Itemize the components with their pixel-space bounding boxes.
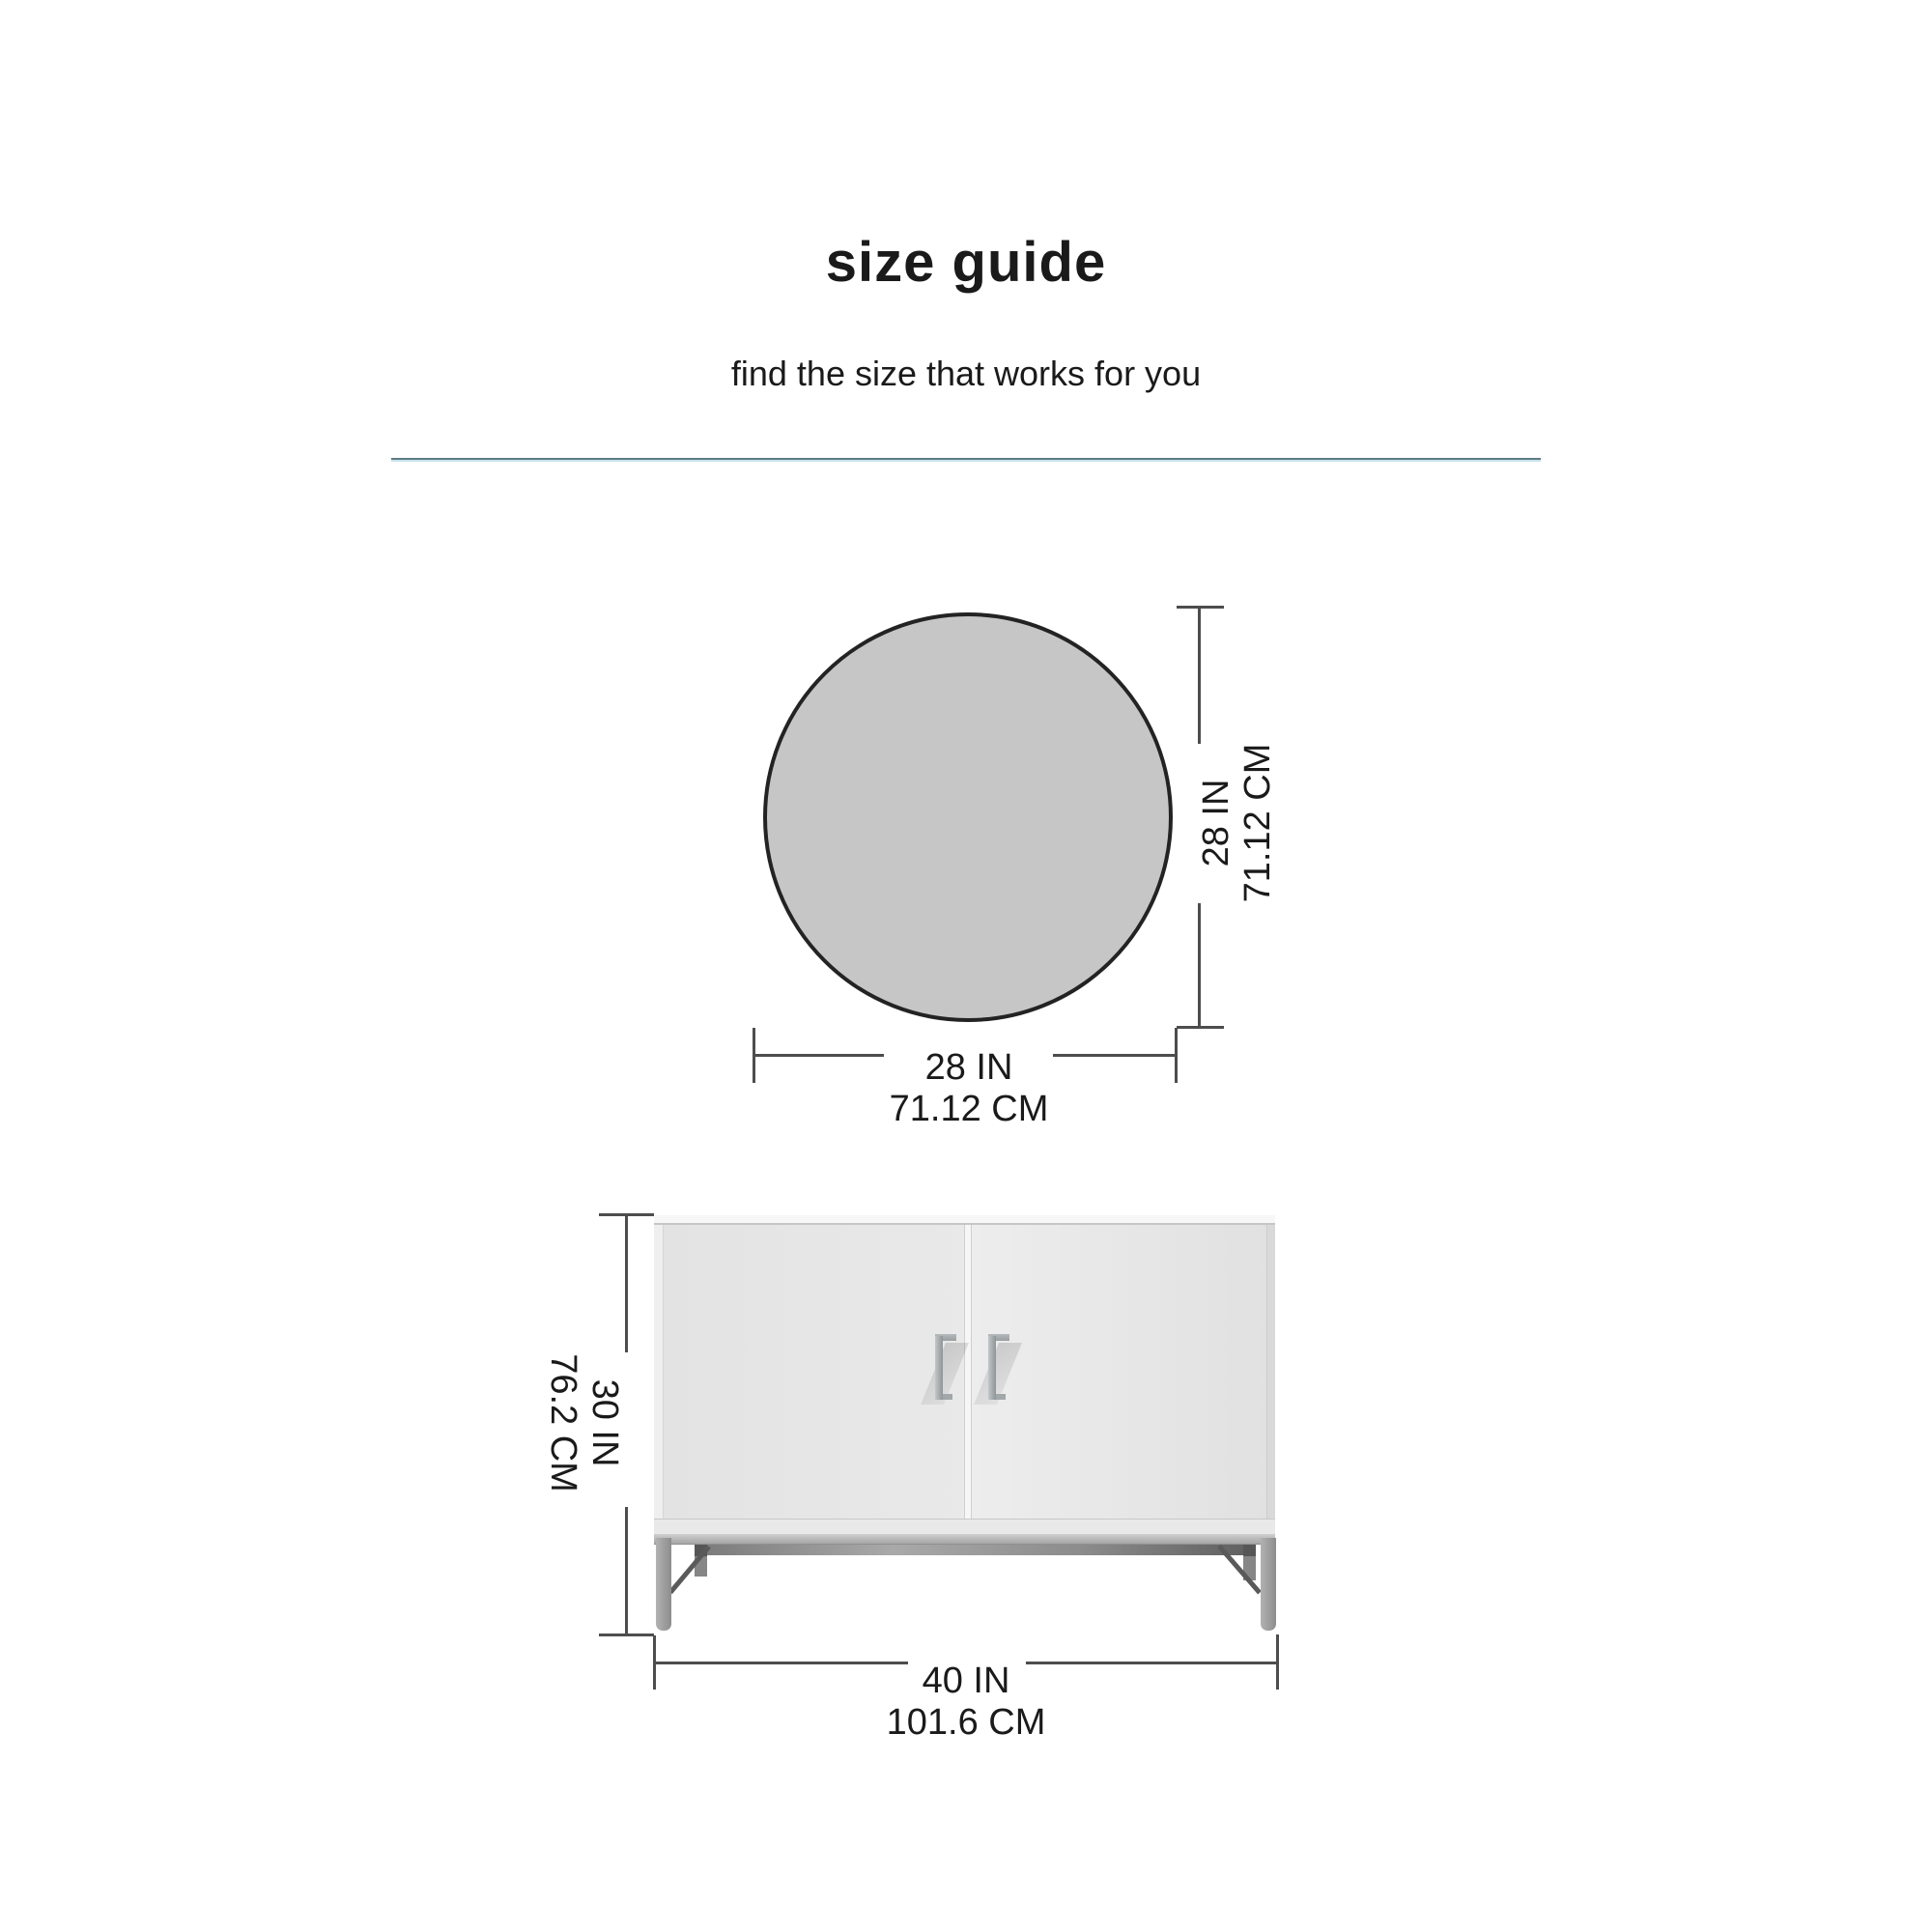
dimension-line [625,1215,628,1352]
dimension-tick [599,1634,654,1636]
circle-height-label [1196,717,1279,929]
cabinet-diagram [654,1215,1275,1534]
right-door-handle [988,1336,996,1400]
cabinet-top-edge [654,1215,1275,1225]
cabinet-height-inches: 30 IN [584,1378,625,1467]
cabinet-door-gap [964,1225,972,1519]
left-door-handle [935,1336,943,1400]
cabinet-width-label [821,1661,1111,1744]
cabinet-width-cm: 101.6 CM [886,1702,1046,1743]
cabinet-front-right-leg [1261,1538,1276,1631]
circle-height-cm: 71.12 CM [1237,743,1278,903]
page-subtitle: find the size that works for you [730,354,1202,393]
cabinet-right-door [972,1225,1266,1519]
cabinet-bottom-rail [654,1519,1275,1535]
circle-width-inches: 28 IN [924,1047,1013,1088]
cabinet-right-edge [1266,1225,1275,1519]
cabinet-height-label [542,1317,625,1529]
page-title: size guide [825,231,1107,294]
cabinet-doors [654,1225,1275,1519]
circle-height-inches: 28 IN [1196,779,1236,867]
header-divider [391,458,1541,462]
cabinet-width-inches: 40 IN [922,1661,1010,1701]
dimension-tick [1177,1026,1224,1029]
cabinet-height-cm: 76.2 CM [543,1353,583,1492]
round-tabletop-diagram [763,612,1173,1022]
cabinet-front-left-leg [656,1538,671,1631]
circle-width-label [824,1047,1114,1130]
cabinet-left-door [664,1225,964,1519]
cabinet-base-frame [654,1534,1275,1545]
cabinet-stretcher-bar [701,1545,1248,1555]
dimension-line [625,1507,628,1635]
cabinet-left-edge [654,1225,664,1519]
circle-width-cm: 71.12 CM [889,1089,1049,1129]
